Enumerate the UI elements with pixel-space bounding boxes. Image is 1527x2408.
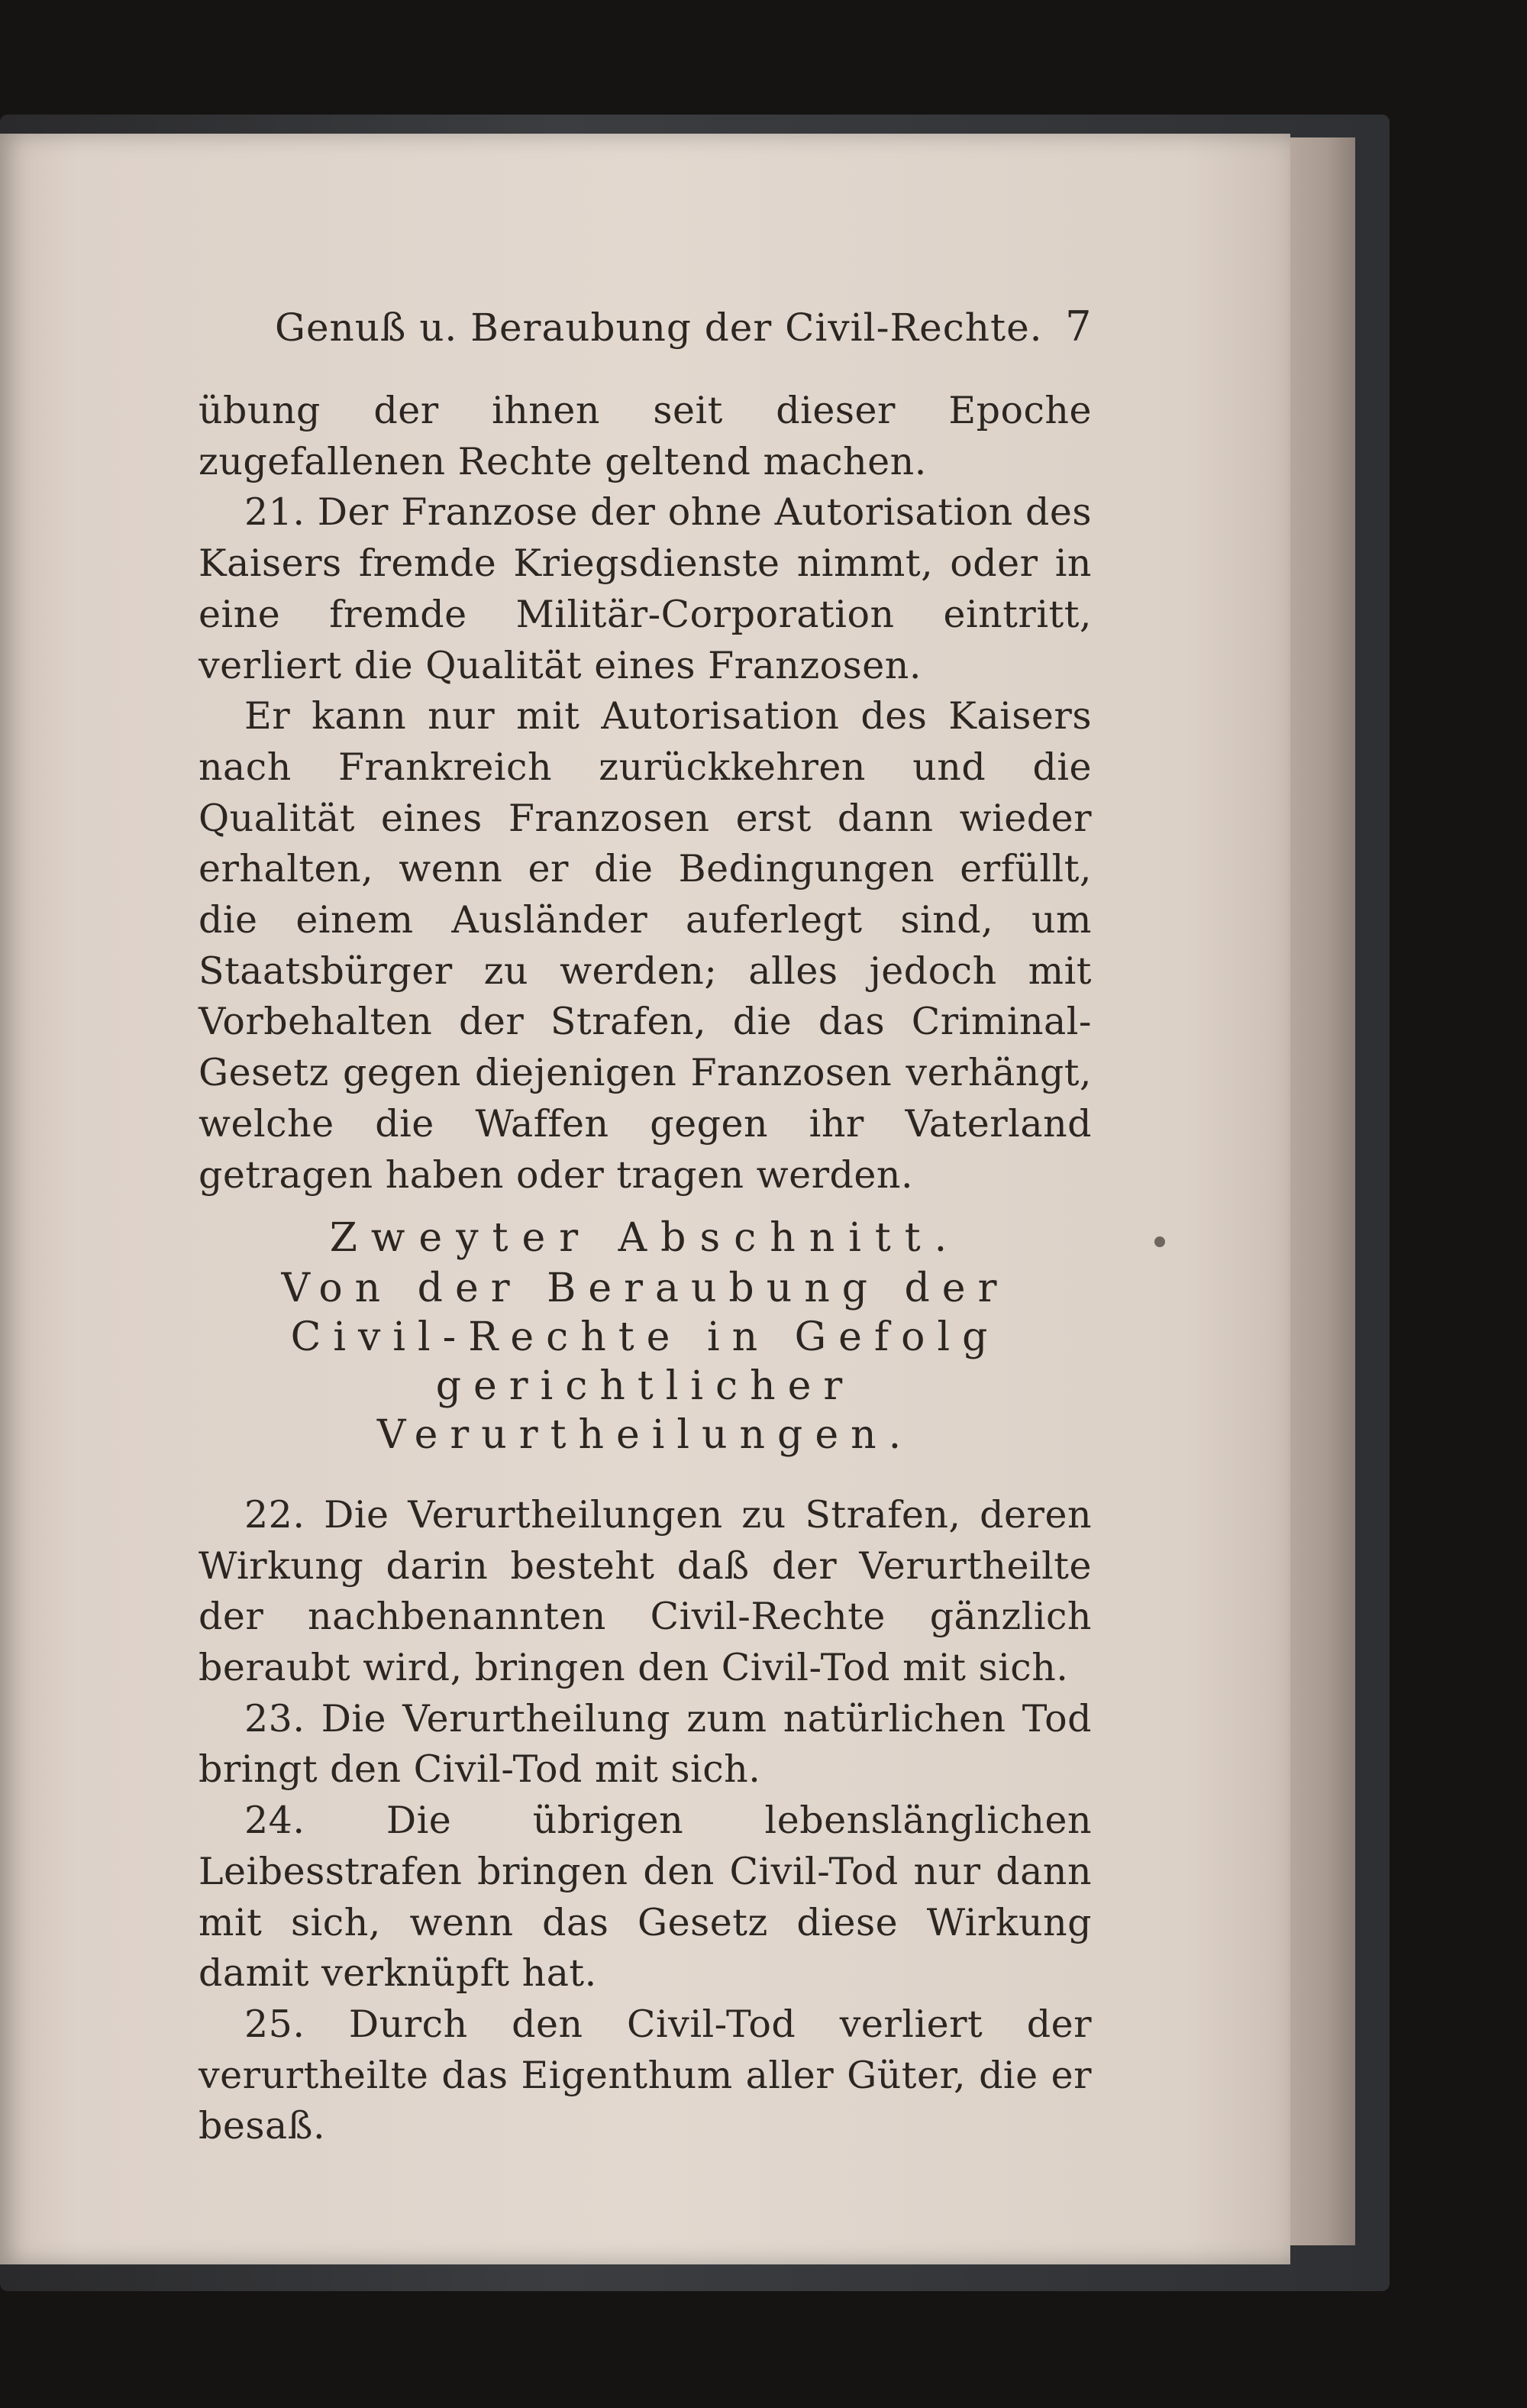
- paragraph: Er kann nur mit Autorisation des Kaisers nach Frankreich zurückkehren und die Qualität eines Franzosen erst dann wieder erhalten, wenn er die Bedingungen erfüllt, die einem Ausländer auferlegt sind, um Staatsbürger zu werden; alles jedoch mit Vorbehalten der Strafen, die das Criminal-Gesetz gegen diejenigen Franzosen verhängt, welche die Waffen gegen ihr Vaterland getragen haben oder tragen werden.: [199, 694, 1092, 1197]
- page-edges: [1283, 137, 1355, 2245]
- section-subtitle: Von der Beraubung der Civil-Rechte in Gefolg gerichtlicher Verurtheilungen.: [281, 1265, 1009, 1458]
- paragraph: übung der ihnen seit dieser Epoche zugefallenen Rechte geltend machen.: [199, 389, 1092, 483]
- article: 25. Durch den Civil-Tod verliert der verurtheilte das Eigenthum aller Güter, die er besaß.: [199, 2002, 1092, 2148]
- running-head: [199, 302, 1092, 386]
- page-number: 7: [1065, 302, 1092, 351]
- page-text: [199, 302, 1092, 2152]
- article: 24. Die übrigen lebenslänglichen Leibesstrafen bringen den Civil-Tod nur dann mit sich, wenn das Gesetz diese Wirkung damit verknüpft hat.: [199, 1799, 1092, 1996]
- article: 22. Die Verurtheilungen zu Strafen, deren Wirkung darin besteht daß der Verurtheilte der nachbenannten Civil-Rechte gänzlich beraubt wird, bringen den Civil-Tod mit sich.: [199, 1492, 1092, 1690]
- running-head-title: Genuß u. Beraubung der Civil-Rechte.: [275, 305, 1043, 350]
- paragraph: 21. Der Franzose der ohne Autorisation des Kaisers fremde Kriegsdienste nimmt, oder in eine fremde Militär-Corporation eintritt, verliert die Qualität eines Franzosen.: [199, 490, 1092, 687]
- section-heading: Zweyter Abschnitt.: [329, 1215, 961, 1262]
- ink-spot: [1154, 1236, 1165, 1247]
- article: 23. Die Verurtheilung zum natürlichen Tod bringt den Civil-Tod mit sich.: [199, 1696, 1092, 1792]
